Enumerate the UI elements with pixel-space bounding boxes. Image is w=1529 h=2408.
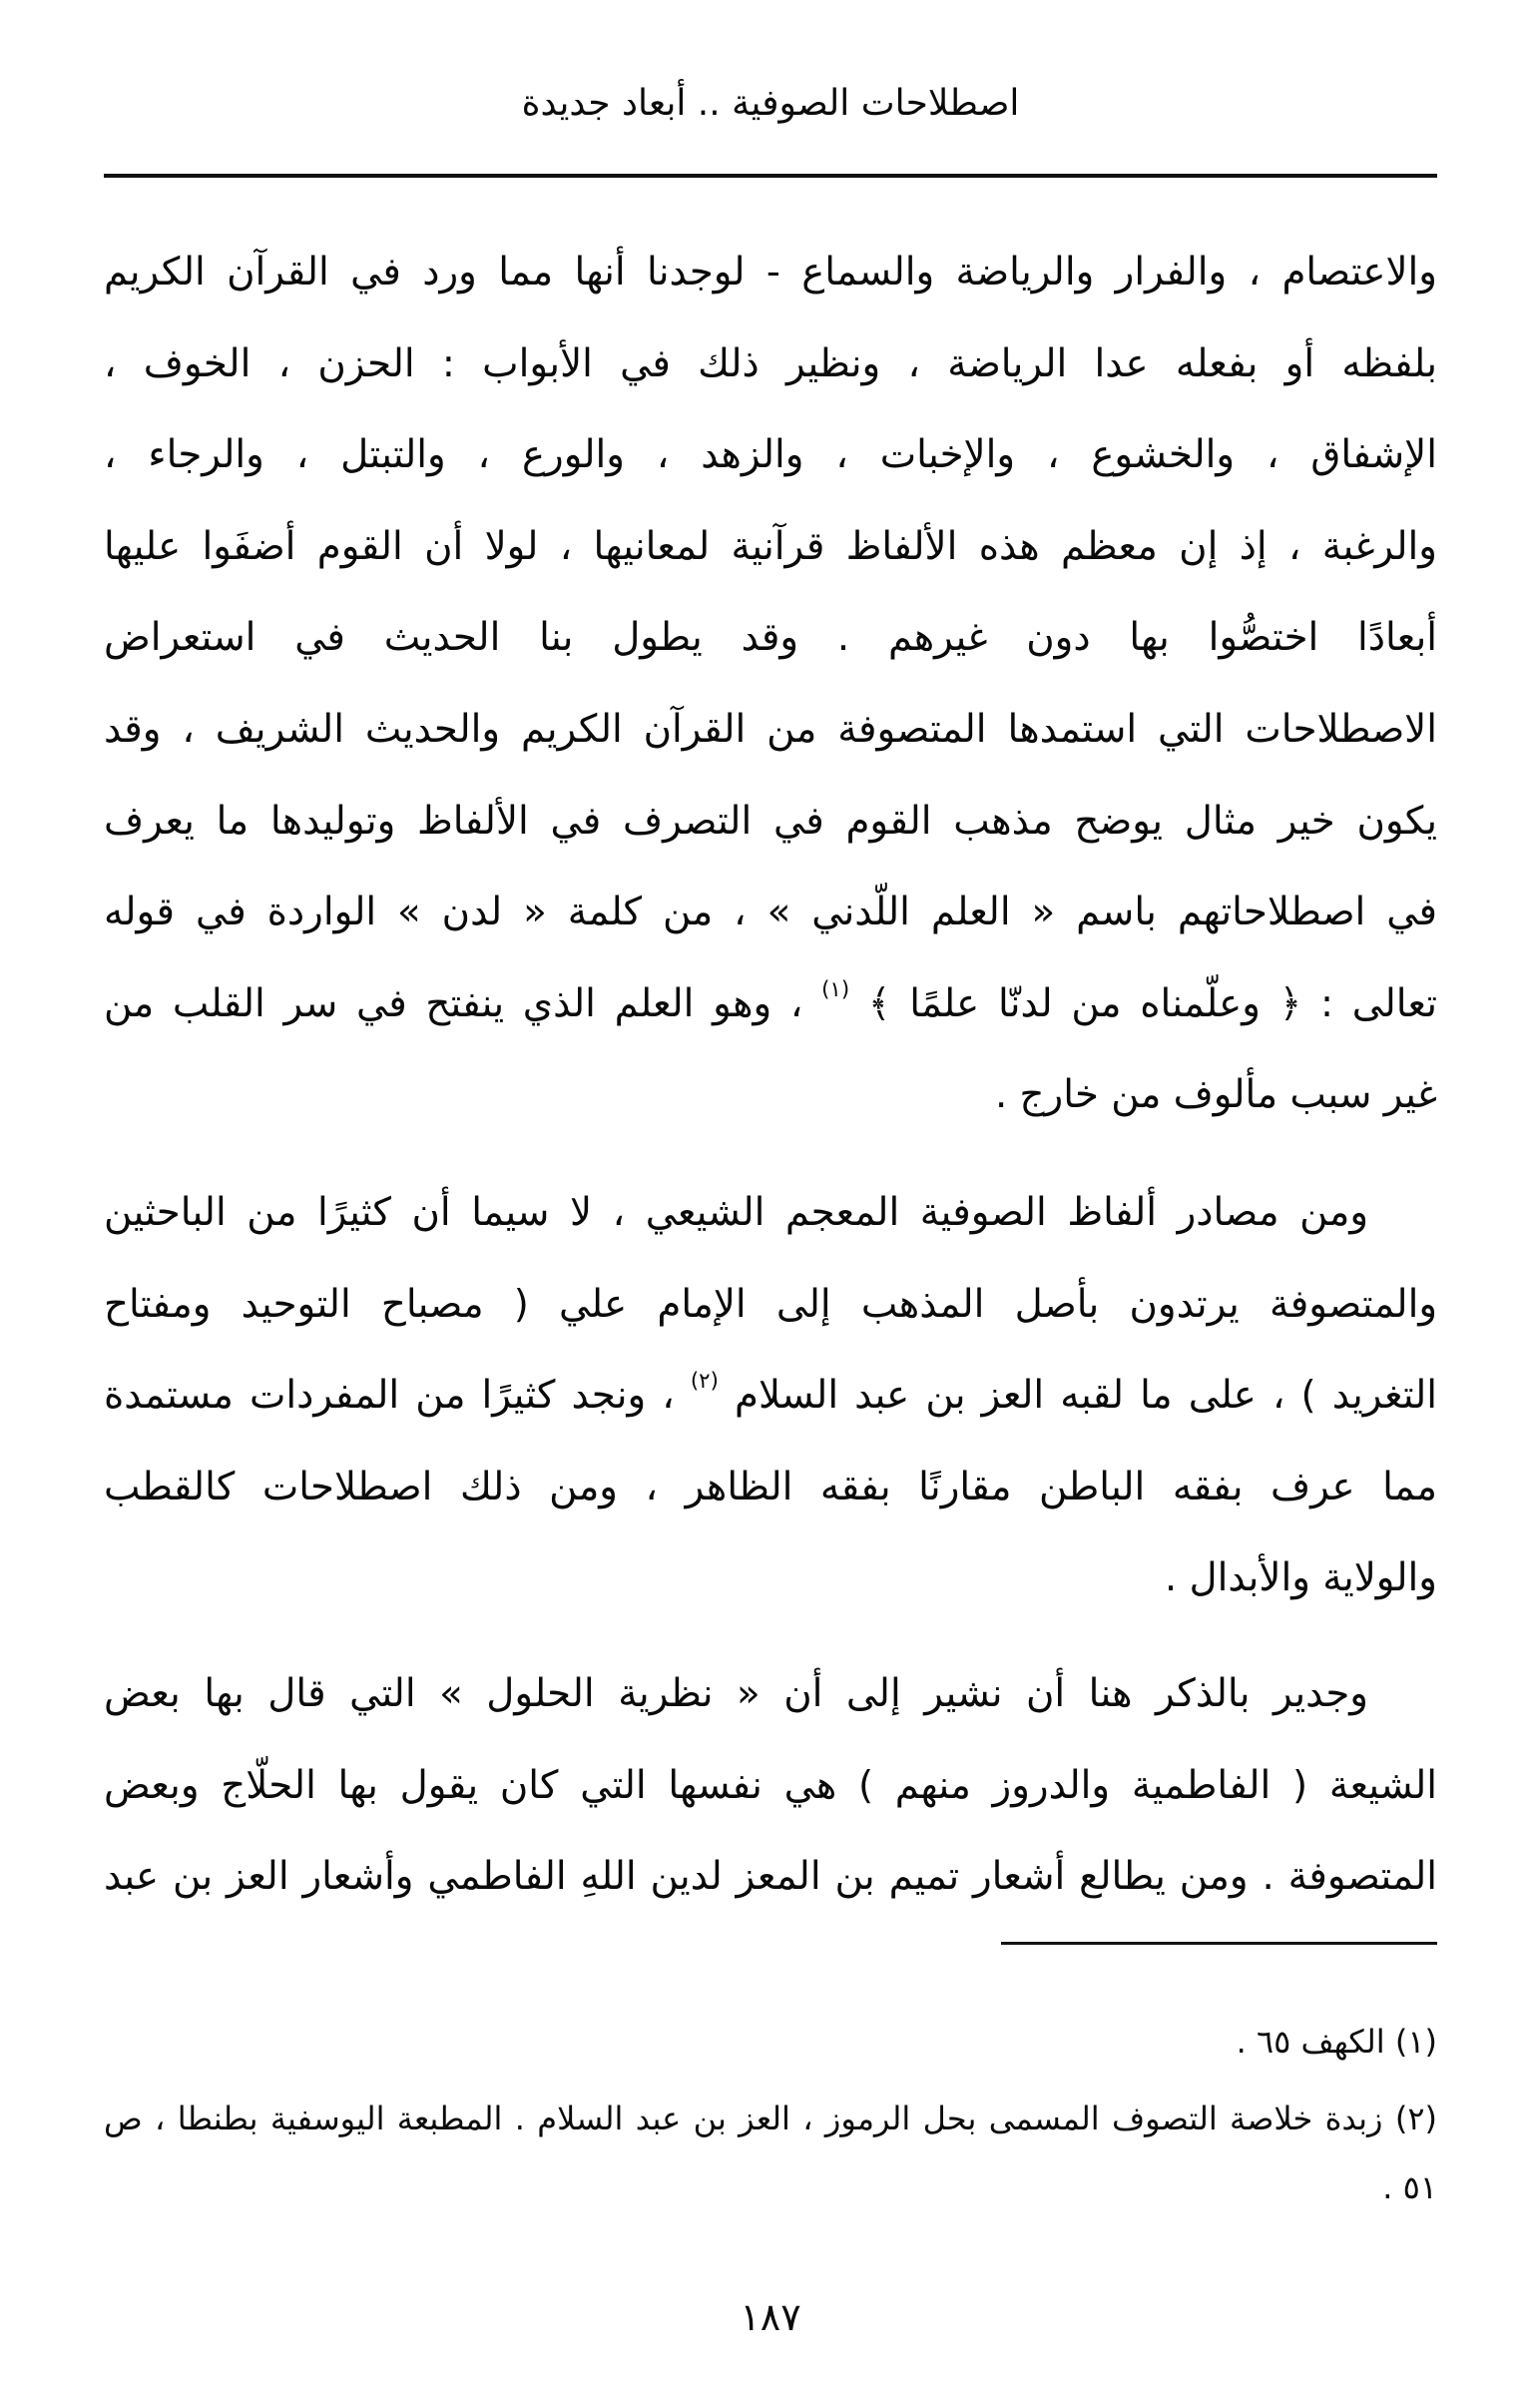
line-text: ومن مصادر ألفاظ الصوفية المعجم الشيعي ، لا سيما أن كثيرًا من الباحثين [104, 1190, 1368, 1235]
text-line [104, 782, 1437, 862]
running-header: اصطلاحات الصوفية .. أبعاد جديدة [521, 83, 1020, 124]
line-text: والاعتصام ، والفرار والرياضة والسماع - لوجدنا أنها مما ورد في القرآن الكريم [104, 250, 1437, 295]
footnote-ref: (٢) [690, 1368, 719, 1394]
line-text: مما عرف بفقه الباطن مقارنًا بفقه الظاهر ، ومن ذلك اصطلاحات كالقطب [104, 1465, 1437, 1509]
line-text: يكون خير مثال يوضح مذهب القوم في التصرف في الألفاظ وتوليدها ما يعرف [104, 799, 1437, 844]
text-line [104, 233, 1437, 312]
footnote-text: ٥١ . [1382, 2168, 1437, 2206]
text-line [104, 415, 1437, 495]
text-line [104, 1746, 1437, 1826]
line-text [104, 1356, 1437, 1436]
line-text: غير سبب مألوف من خارج . [994, 1072, 1437, 1117]
footnote-line [1237, 2014, 1437, 2070]
line-text: بلفظه أو بفعله عدا الرياضة ، ونظير ذلك في الأبواب : الحزن ، الخوف ، [104, 341, 1437, 386]
text-line [104, 1356, 1437, 1436]
line-text [104, 964, 1437, 1044]
footnote-marker: (١) [1394, 2023, 1437, 2061]
page-number: ١٨٧ [740, 2295, 801, 2339]
footnote-continuation [104, 2159, 1437, 2215]
line-text-segment: التغريد ) ، على ما لقبه العز بن عبد السلام [735, 1373, 1437, 1418]
line-text: وجدير بالذكر هنا أن نشير إلى أن « نظرية الحلول » التي قال بها بعض [104, 1671, 1368, 1716]
line-text: أبعادًا اختصُّوا بها دون غيرهم . وقد يطول بنا الحديث في استعراض [104, 615, 1437, 660]
text-line [104, 507, 1437, 587]
footnote-ref: (١) [821, 976, 850, 1002]
text-line [104, 598, 1437, 678]
text-line [104, 1837, 1437, 1917]
line-text: والولاية والأبدال . [1164, 1555, 1437, 1600]
text-line [104, 1173, 1437, 1253]
footnote-text: زبدة خلاصة التصوف المسمى بحل الرموز ، العز بن عبد السلام . المطبعة اليوسفية بطنطا ، ص [104, 2100, 1383, 2137]
text-line [104, 1538, 1437, 1618]
footnote-text: الكهف ٦٥ . [1236, 2023, 1385, 2061]
text-line [104, 690, 1437, 770]
line-text: الشيعة ( الفاطمية والدروز منهم ) هي نفسها التي كان يقول بها الحلّاج وبعض [104, 1763, 1437, 1808]
line-text: في اصطلاحاتهم باسم « العلم اللّدني » ، من كلمة « لدن » الواردة في قوله [104, 890, 1437, 934]
footnote [104, 2091, 1437, 2146]
text-line [104, 1654, 1437, 1734]
footnote [104, 2014, 1437, 2070]
footnote-separator [1001, 1942, 1437, 1945]
line-text: المتصوفة . ومن يطالع أشعار تميم بن المعز لدين اللهِ الفاطمي وأشعار العز بن عبد [104, 1854, 1437, 1899]
line-text: والرغبة ، إذ إن معظم هذه الألفاظ قرآنية لمعانيها ، لولا أن القوم أضفَوا عليها [104, 524, 1437, 569]
text-line [104, 1448, 1437, 1527]
text-line [104, 1265, 1437, 1345]
line-text: الإشفاق ، والخشوع ، والإخبات ، والزهد ، والورع ، والتبتل ، والرجاء ، [104, 432, 1437, 477]
text-line [104, 964, 1437, 1044]
header-rule [104, 174, 1437, 178]
line-text: الاصطلاحات التي استمدها المتصوفة من القرآن الكريم والحديث الشريف ، وقد [104, 707, 1437, 752]
line-text-segment: تعالى : ﴿ وعلّمناه من لدنّا علمًا ﴾ [867, 981, 1437, 1026]
text-line [104, 1055, 1437, 1135]
text-line [104, 873, 1437, 952]
line-text-segment: ، ونجد كثيرًا من المفردات مستمدة [104, 1373, 675, 1418]
line-text: والمتصوفة يرتدون بأصل المذهب إلى الإمام علي ( مصباح التوحيد ومفتاح [104, 1282, 1437, 1327]
footnote-marker: (٢) [1394, 2100, 1437, 2137]
line-text-segment: ، وهو العلم الذي ينفتح في سر القلب من [104, 981, 803, 1026]
footnote-line [104, 2091, 1437, 2146]
text-line [104, 324, 1437, 404]
